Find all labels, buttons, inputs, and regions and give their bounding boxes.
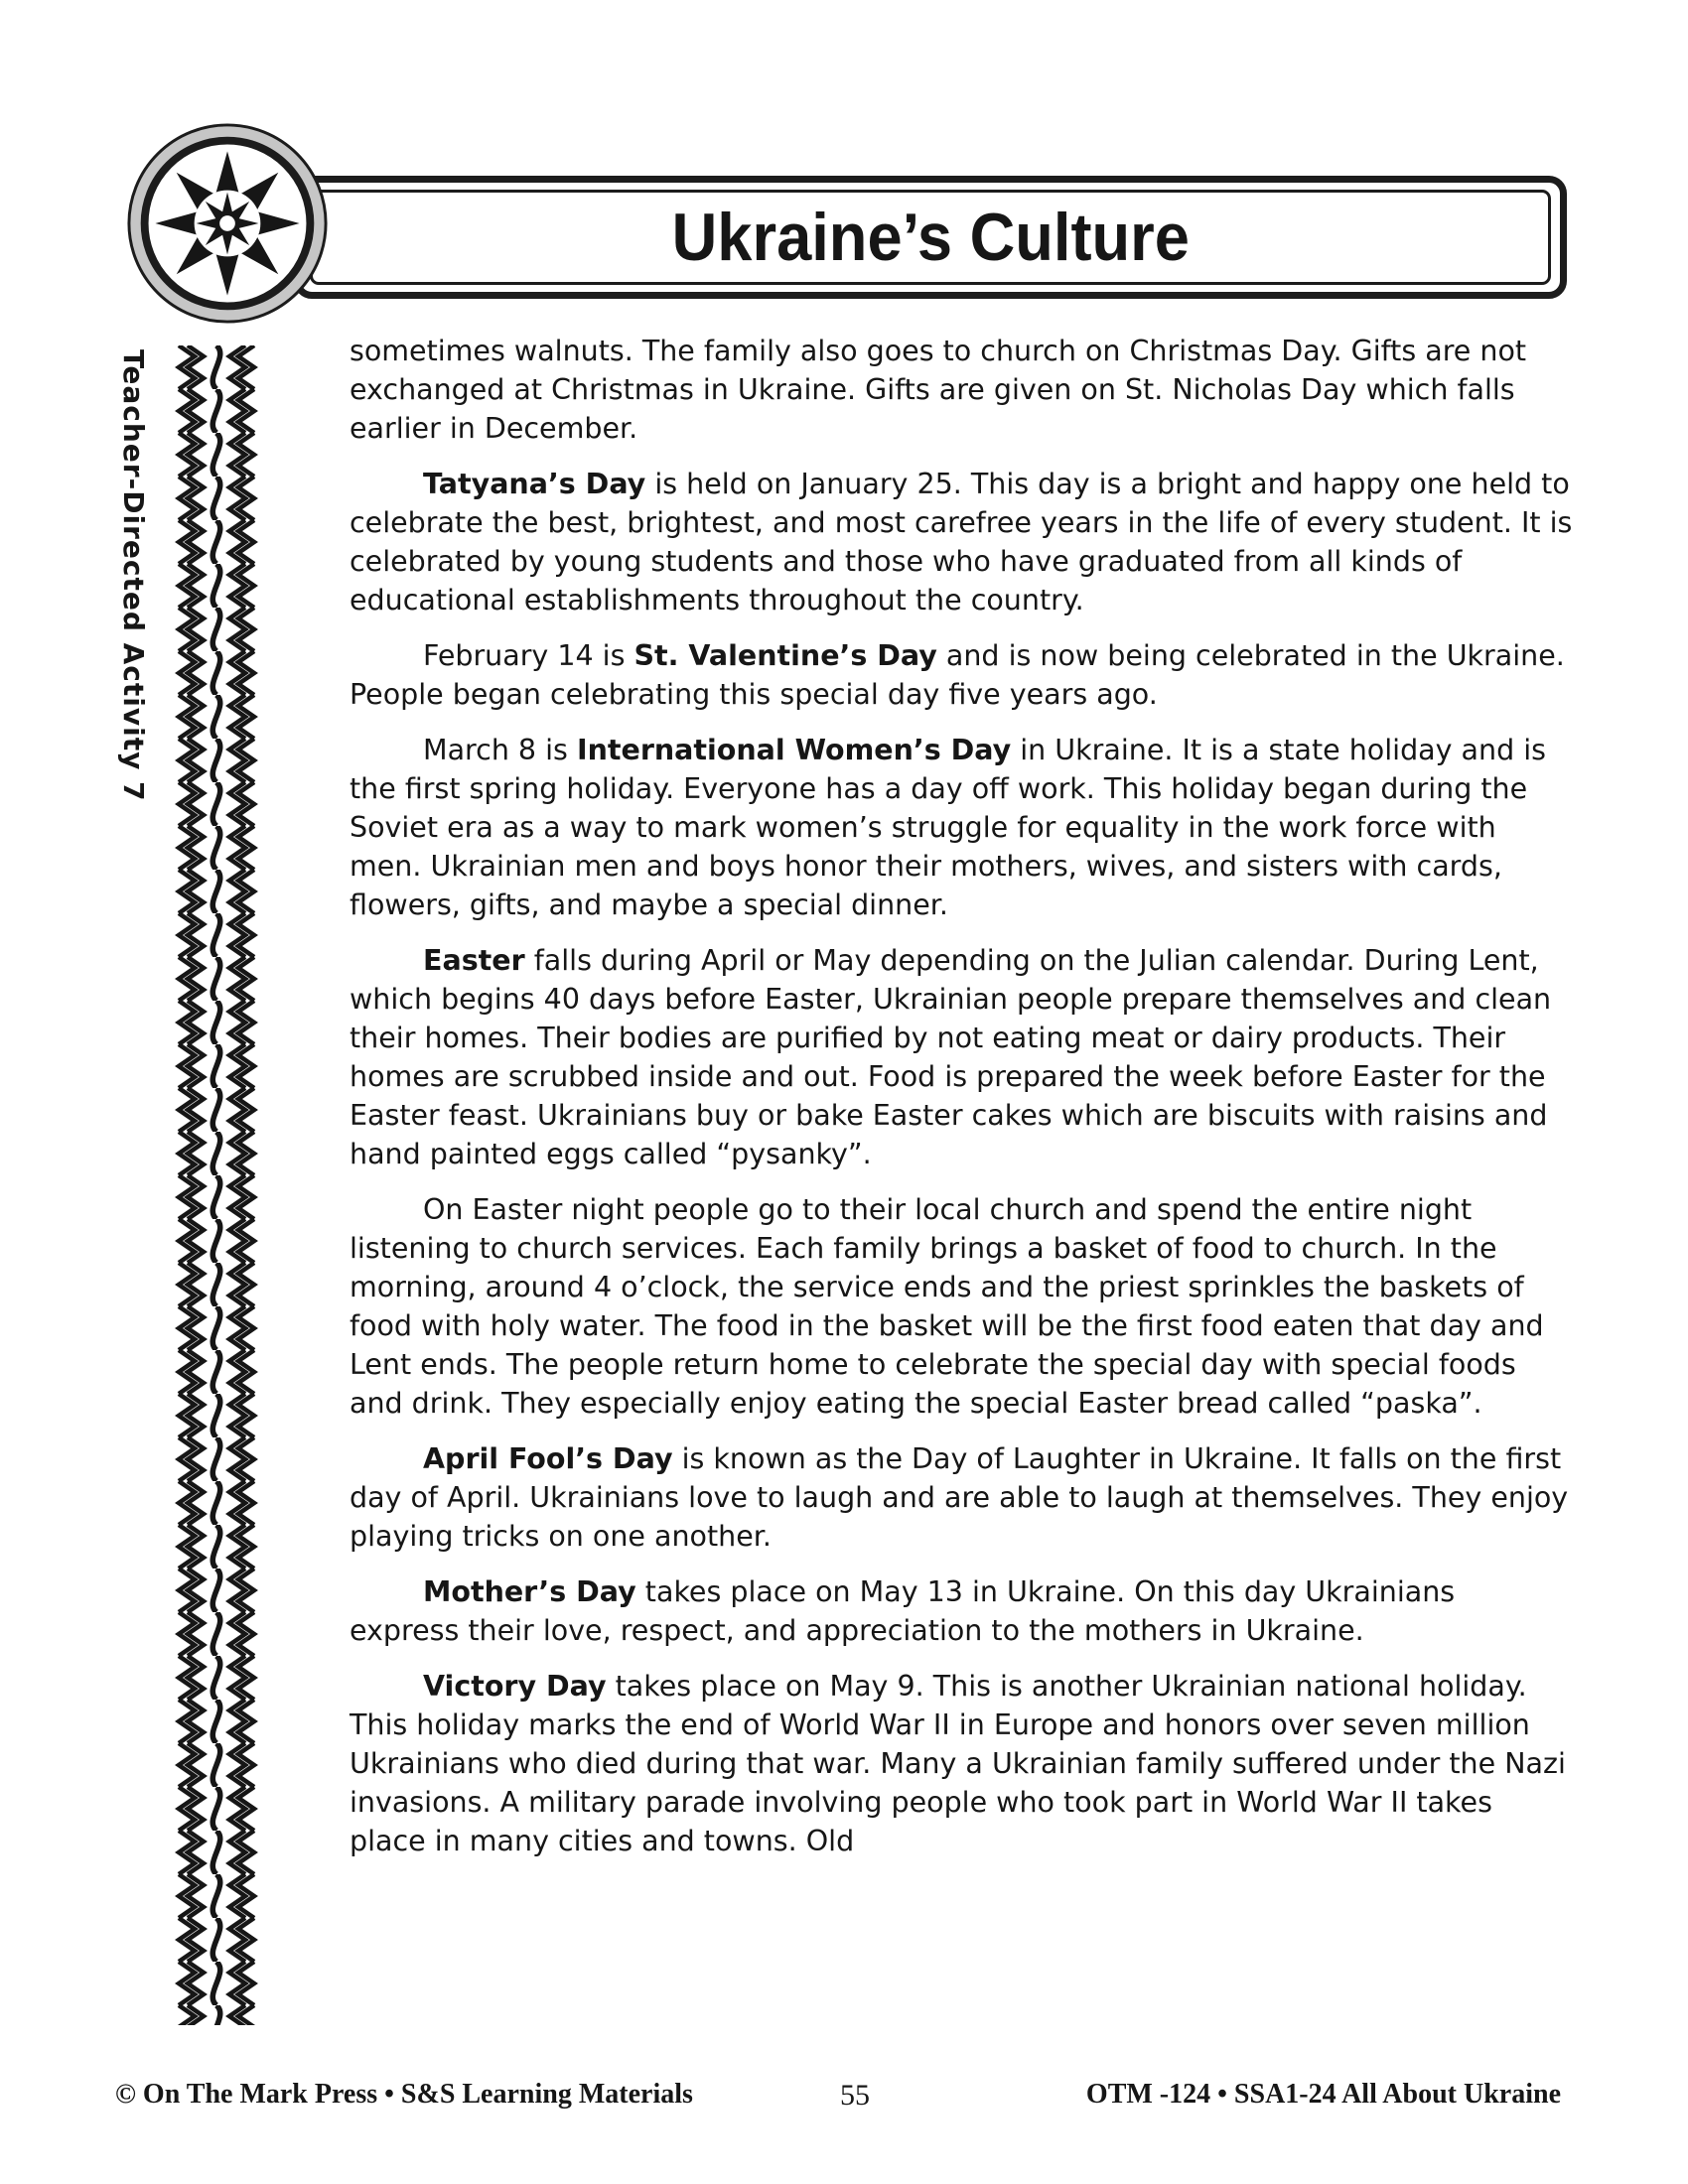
paragraph-text: and is now being celebrated in the Ukraine. People began celebrating this special day five years ago.: [350, 639, 1565, 711]
paragraph: [350, 465, 1573, 619]
footer-page-number: 55: [840, 2079, 870, 2112]
paragraph: [350, 1190, 1573, 1423]
paragraph: [350, 1572, 1573, 1650]
page-title: Ukraine’s Culture: [671, 200, 1190, 275]
paragraph-text: March 8 is: [423, 734, 577, 766]
footer-product-code: OTM -124 • SSA1-24 All About Ukraine: [1085, 2079, 1561, 2110]
paragraph-text: is known as the Day of Laughter in Ukraine. It falls on the first day of April. Ukrainians love to laugh and are able to laugh at themselves. They enjoy playing tricks on one another.: [350, 1442, 1569, 1553]
title-banner-inner: [310, 190, 1551, 285]
paragraph-text: takes place on May 9. This is another Ukrainian national holiday. This holiday marks the end of World War II in Europe and honors over seven million Ukrainians who died during that war. Many a Ukrainian family suffered under the Nazi invasions. A military parade involving people who took part in World War II takes place in many cities and towns. Old: [350, 1670, 1566, 1857]
paragraph-text: takes place on May 13 in Ukraine. On this day Ukrainians express their love, respect, and appreciation to the mothers in Ukraine.: [350, 1575, 1456, 1647]
holiday-name-bold-term: Victory Day: [423, 1670, 607, 1703]
paragraph: [350, 941, 1573, 1173]
paragraph-text: in Ukraine. It is a state holiday and is the first spring holiday. Everyone has a day off work. This holiday began during the Soviet era as a way to mark women’s struggle for equality in the work force with men. Ukrainian men and boys honor their mothers, wives, and sisters with cards, flowers, gifts, and maybe a special dinner.: [350, 734, 1546, 921]
paragraph: [350, 332, 1573, 448]
holiday-name-bold-term: Tatyana’s Day: [423, 468, 646, 500]
paragraph: [350, 636, 1573, 714]
footer-publisher: © On The Mark Press • S&S Learning Materials: [115, 2079, 693, 2110]
paragraph: [350, 1439, 1573, 1556]
paragraph-text: is held on January 25. This day is a bright and happy one held to celebrate the best, brightest, and most carefree years in the life of every student. It is celebrated by young students and those who have graduated from all kinds of educational establishments throughout the country.: [350, 468, 1573, 616]
holiday-name-bold-term: Mother’s Day: [423, 1575, 636, 1608]
decorative-braid-border: [175, 345, 258, 2025]
paragraph-text: February 14 is: [423, 639, 634, 672]
holiday-name-bold-term: April Fool’s Day: [423, 1442, 673, 1475]
paragraph: [350, 731, 1573, 924]
holiday-name-bold-term: St. Valentine’s Day: [633, 639, 937, 672]
holiday-name-bold-term: International Women’s Day: [576, 734, 1012, 766]
title-banner: [294, 176, 1567, 299]
paragraph-text: falls during April or May depending on the Julian calendar. During Lent, which begins 40 days before Easter, Ukrainian people prepare themselves and clean their homes. Their bodies are purified by not eating meat or dairy products. Their homes are scrubbed inside and out. Food is prepared the week before Easter for the Easter feast. Ukrainians buy or bake Easter cakes which are biscuits with raisins and hand painted eggs called “pysanky”.: [350, 944, 1552, 1170]
paragraph-text: sometimes walnuts. The family also goes to church on Christmas Day. Gifts are not exchanged at Christmas in Ukraine. Gifts are given on St. Nicholas Day which falls earlier in December.: [350, 335, 1527, 445]
activity-side-label: Teacher-Directed Activity 7: [117, 349, 150, 802]
quilt-star-logo-icon: [125, 121, 330, 326]
body-text: [350, 332, 1573, 1877]
paragraph: [350, 1667, 1573, 1860]
holiday-name-bold-term: Easter: [423, 944, 525, 977]
paragraph-text: On Easter night people go to their local church and spend the entire night listening to church services. Each family brings a basket of food to church. In the morning, around 4 o’clock, the service ends and the priest sprinkles the baskets of food with holy water. The food in the basket will be the first food eaten that day and Lent ends. The people return home to celebrate the special day with special foods and drink. They especially enjoy eating the special Easter bread called “paska”.: [350, 1193, 1544, 1420]
